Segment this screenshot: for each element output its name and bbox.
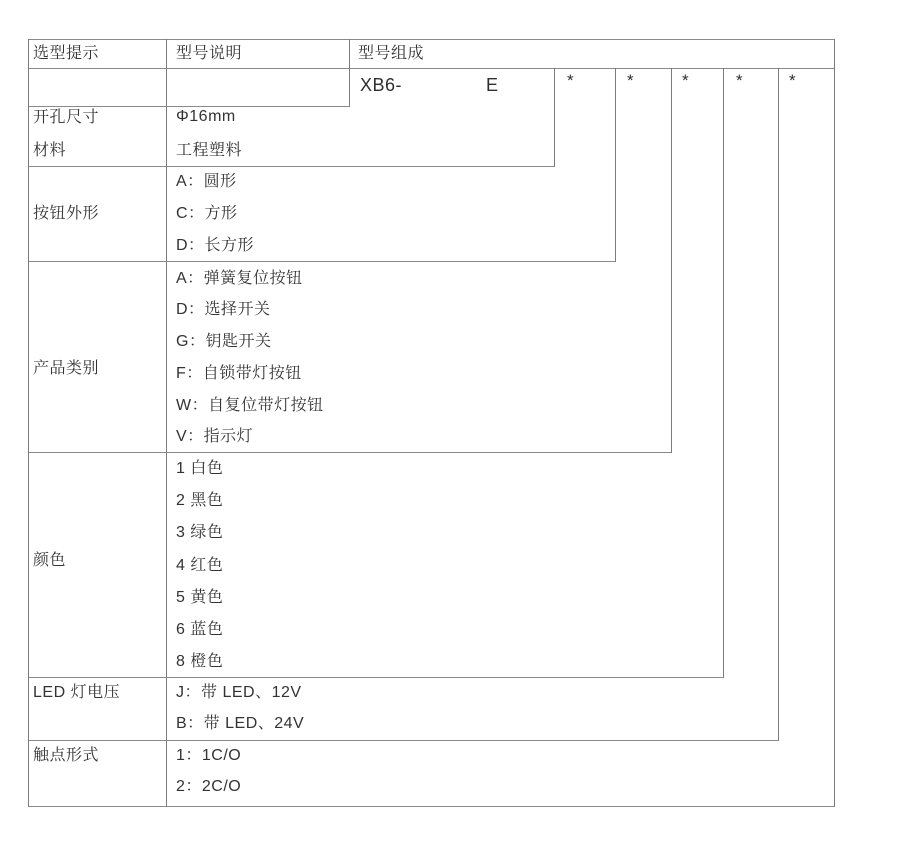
option-item-contact-2co: 2：2C/O xyxy=(176,778,242,795)
option-item-contact-1co: 1：1C/O xyxy=(176,747,242,764)
row-divider-material xyxy=(28,166,554,167)
option-item-color-red: 4 红色 xyxy=(176,557,224,574)
table-border-bottom xyxy=(28,806,834,807)
header-selection-tip: 选型提示 xyxy=(33,45,100,62)
model-box-right-edge xyxy=(554,68,555,167)
section-label-material: 材料 xyxy=(33,142,67,159)
option-item-shape-rectangle: D：长方形 xyxy=(176,237,255,254)
header-model-composition: 型号组成 xyxy=(358,45,425,62)
section-label-contact-form: 触点形式 xyxy=(33,747,100,764)
section-label-color: 颜色 xyxy=(33,552,67,569)
connector-star1-button-shape xyxy=(615,68,616,262)
header-divider xyxy=(28,68,834,69)
option-item-category-latching-illum: F：自锁带灯按钮 xyxy=(176,365,302,382)
model-star-4: * xyxy=(736,71,744,90)
option-item-color-yellow: 5 黄色 xyxy=(176,589,224,606)
option-item-color-black: 2 黑色 xyxy=(176,492,224,509)
model-star-3: * xyxy=(682,71,690,90)
connector-star3-color xyxy=(723,68,724,678)
connector-star4-led-voltage xyxy=(778,68,779,741)
table-border-right xyxy=(834,39,835,807)
option-item-color-blue: 6 蓝色 xyxy=(176,621,224,638)
section-label-hole-size: 开孔尺寸 xyxy=(33,109,100,126)
option-item-color-green: 3 绿色 xyxy=(176,524,224,541)
model-prefix: XB6- xyxy=(360,75,403,95)
model-star-5: * xyxy=(789,71,797,90)
table-border-top xyxy=(28,39,834,40)
column-divider-1 xyxy=(166,39,167,807)
connector-star2-product-category xyxy=(671,68,672,453)
option-item-color-white: 1 白色 xyxy=(176,460,224,477)
option-item-category-indicator-light: V：指示灯 xyxy=(176,428,254,445)
option-item-color-orange: 8 橙色 xyxy=(176,653,224,670)
option-item-category-key-switch: G：钥匙开关 xyxy=(176,333,272,350)
option-item-category-selector-switch: D：选择开关 xyxy=(176,301,271,318)
row-divider-product-category xyxy=(28,452,671,453)
option-item-shape-round: A：圆形 xyxy=(176,173,237,190)
option-item-shape-square: C：方形 xyxy=(176,205,238,222)
section-label-button-shape: 按钮外形 xyxy=(33,205,100,222)
option-item-led-12v: J：带 LED、12V xyxy=(176,684,302,701)
option-item-category-spring-return: A：弹簧复位按钮 xyxy=(176,270,303,287)
section-label-led-voltage: LED 灯电压 xyxy=(33,684,121,701)
option-item-led-24v: B：带 LED、24V xyxy=(176,715,305,732)
option-item-hole-size: Φ16mm xyxy=(176,108,236,125)
table-border-left xyxy=(28,39,29,807)
model-star-1: * xyxy=(567,71,575,90)
section-label-product-category: 产品类别 xyxy=(33,360,100,377)
row-divider-color xyxy=(28,677,723,678)
model-fixed-letter: E xyxy=(486,75,499,95)
row-divider-button-shape xyxy=(28,261,615,262)
row-divider-led-voltage xyxy=(28,740,778,741)
option-item-material: 工程塑料 xyxy=(176,142,243,159)
column-divider-2 xyxy=(349,39,350,107)
model-star-2: * xyxy=(627,71,635,90)
header-model-description: 型号说明 xyxy=(176,45,243,62)
option-item-category-momentary-illum: W：自复位带灯按钮 xyxy=(176,397,324,414)
